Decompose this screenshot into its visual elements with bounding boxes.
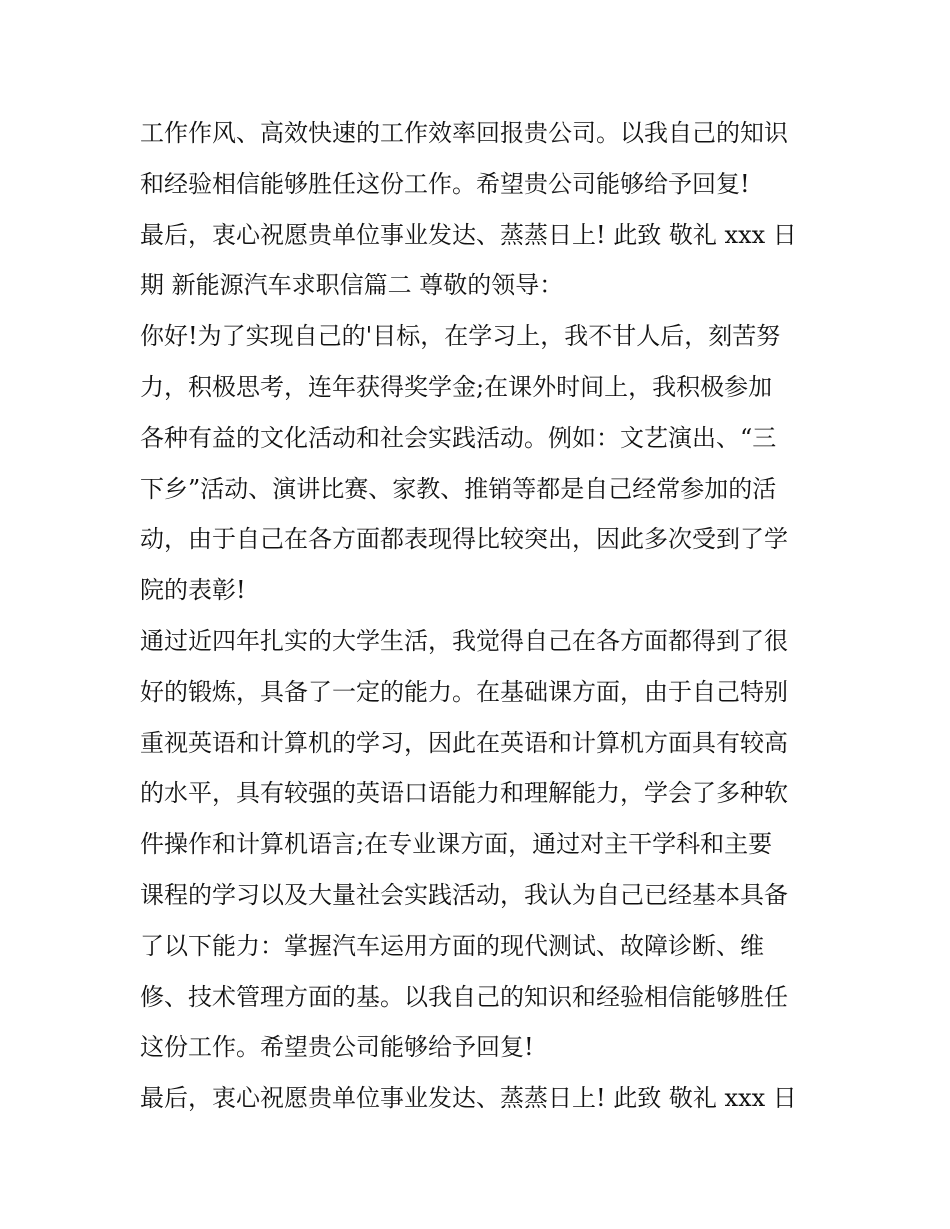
text-line: 件操作和计算机语言;在专业课方面，通过对主干学科和主要 — [140, 830, 773, 859]
text-line: 课程的学习以及大量社会实践活动，我认为自己已经基本具备 — [140, 880, 788, 909]
text-line: 力，积极思考，连年获得奖学金;在课外时间上，我积极参加 — [140, 372, 773, 401]
text-line: 院的表彰! — [140, 576, 246, 605]
text-line: 你好!为了实现自己的'目标，在学习上，我不甘人后，刻苦努 — [140, 322, 781, 351]
text-line: 了以下能力：掌握汽车运用方面的现代测试、故障诊断、维 — [140, 931, 764, 960]
text-line: 的水平，具有较强的英语口语能力和理解能力，学会了多种软 — [140, 779, 788, 808]
text-line: 各种有益的文化活动和社会实践活动。例如：文艺演出、“三 — [140, 423, 777, 452]
text-line: 工作作风、高效快速的工作效率回报贵公司。以我自己的知识 — [140, 119, 788, 147]
text-line: 期 新能源汽车求职信篇二 尊敬的领导： — [140, 271, 564, 300]
text-line: 最后，衷心祝愿贵单位事业发达、蒸蒸日上! 此致 敬礼 xxx 日 — [140, 1084, 797, 1113]
text-line: 好的锻炼，具备了一定的能力。在基础课方面，由于自己特别 — [140, 677, 788, 706]
text-line: 重视英语和计算机的学习，因此在英语和计算机方面具有较高 — [140, 728, 788, 757]
text-line: 这份工作。希望贵公司能够给予回复! — [140, 1033, 534, 1062]
text-line: 最后，衷心祝愿贵单位事业发达、蒸蒸日上! 此致 敬礼 xxx 日 — [140, 220, 797, 249]
text-line: 动，由于自己在各方面都表现得比较突出，因此多次受到了学 — [140, 525, 788, 554]
text-line: 修、技术管理方面的基。以我自己的知识和经验相信能够胜任 — [140, 982, 788, 1011]
text-line: 下乡”活动、演讲比赛、家教、推销等都是自己经常参加的活 — [140, 474, 777, 503]
text-line: 和经验相信能够胜任这份工作。希望贵公司能够给予回复! — [140, 169, 750, 198]
text-line: 通过近四年扎实的大学生活，我觉得自己在各方面都得到了很 — [140, 626, 788, 655]
document-body — [140, 108, 820, 1124]
